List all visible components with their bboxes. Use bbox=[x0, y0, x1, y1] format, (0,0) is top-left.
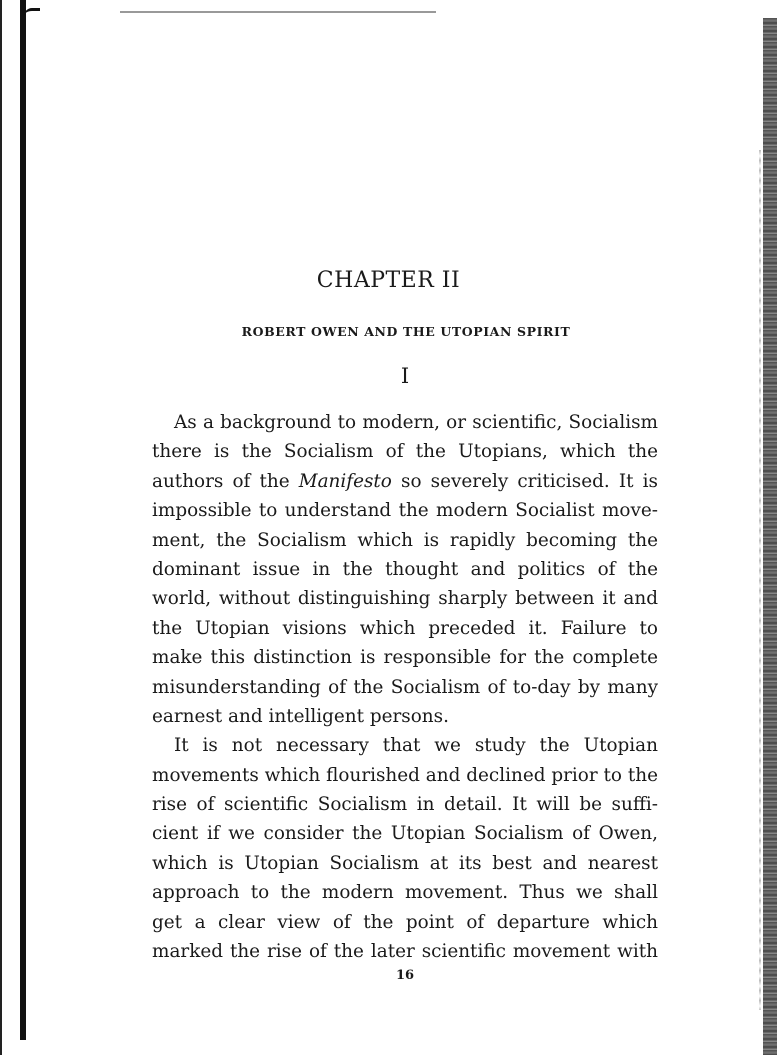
scan-edge-left-thin bbox=[0, 0, 2, 1055]
page-number: 16 bbox=[395, 968, 415, 983]
scan-artifact-hook bbox=[24, 8, 40, 17]
text-line: rise of scientific Socialism in detail. It will be suffi- bbox=[152, 794, 658, 816]
paragraph-1 bbox=[152, 408, 658, 731]
text-line: the Utopian visions which preceded it. Failure to bbox=[152, 617, 658, 639]
body-text bbox=[152, 408, 658, 966]
text-line: earnest and intelligent persons. bbox=[152, 705, 449, 727]
scan-binding-edge-right bbox=[763, 18, 777, 1055]
section-numeral: I bbox=[400, 364, 410, 388]
text-line: make this distinction is responsible for the complete bbox=[152, 647, 658, 669]
text-fragment: authors of the bbox=[152, 470, 299, 492]
text-line: dominant issue in the thought and politics of the bbox=[152, 558, 658, 580]
text-line: cient if we consider the Utopian Socialism of Owen, bbox=[152, 823, 658, 845]
text-line: movements which flourished and declined prior to the bbox=[152, 764, 658, 786]
text-line: impossible to understand the modern Socialist move- bbox=[152, 500, 658, 522]
chapter-subtitle: ROBERT OWEN AND THE UTOPIAN SPIRIT bbox=[241, 324, 571, 339]
scan-binding-edge-left bbox=[20, 0, 26, 1040]
text-line: As a background to modern, or scientific, Socialism bbox=[174, 412, 658, 433]
text-fragment: so severely criticised. It is bbox=[391, 470, 658, 492]
text-line: misunderstanding of the Socialism of to-day by many bbox=[152, 676, 658, 698]
text-line: which is Utopian Socialism at its best and nearest bbox=[152, 852, 658, 874]
text-line bbox=[152, 467, 658, 496]
text-line: marked the rise of the later scientific movement with bbox=[152, 941, 658, 963]
text-line: world, without distinguishing sharply between it and bbox=[152, 588, 658, 610]
text-line: approach to the modern movement. Thus we shall bbox=[152, 882, 658, 904]
text-line: there is the Socialism of the Utopians, which the bbox=[152, 441, 658, 463]
text-line: get a clear view of the point of departure which bbox=[152, 911, 658, 933]
text-line: ment, the Socialism which is rapidly becoming the bbox=[152, 529, 658, 551]
chapter-title: CHAPTER II bbox=[316, 268, 461, 293]
text-line: It is not necessary that we study the Utopian bbox=[174, 735, 658, 757]
scan-artifact-top-rule bbox=[120, 11, 436, 13]
paragraph-2 bbox=[152, 731, 658, 966]
manifesto-title: Manifesto bbox=[298, 470, 392, 492]
